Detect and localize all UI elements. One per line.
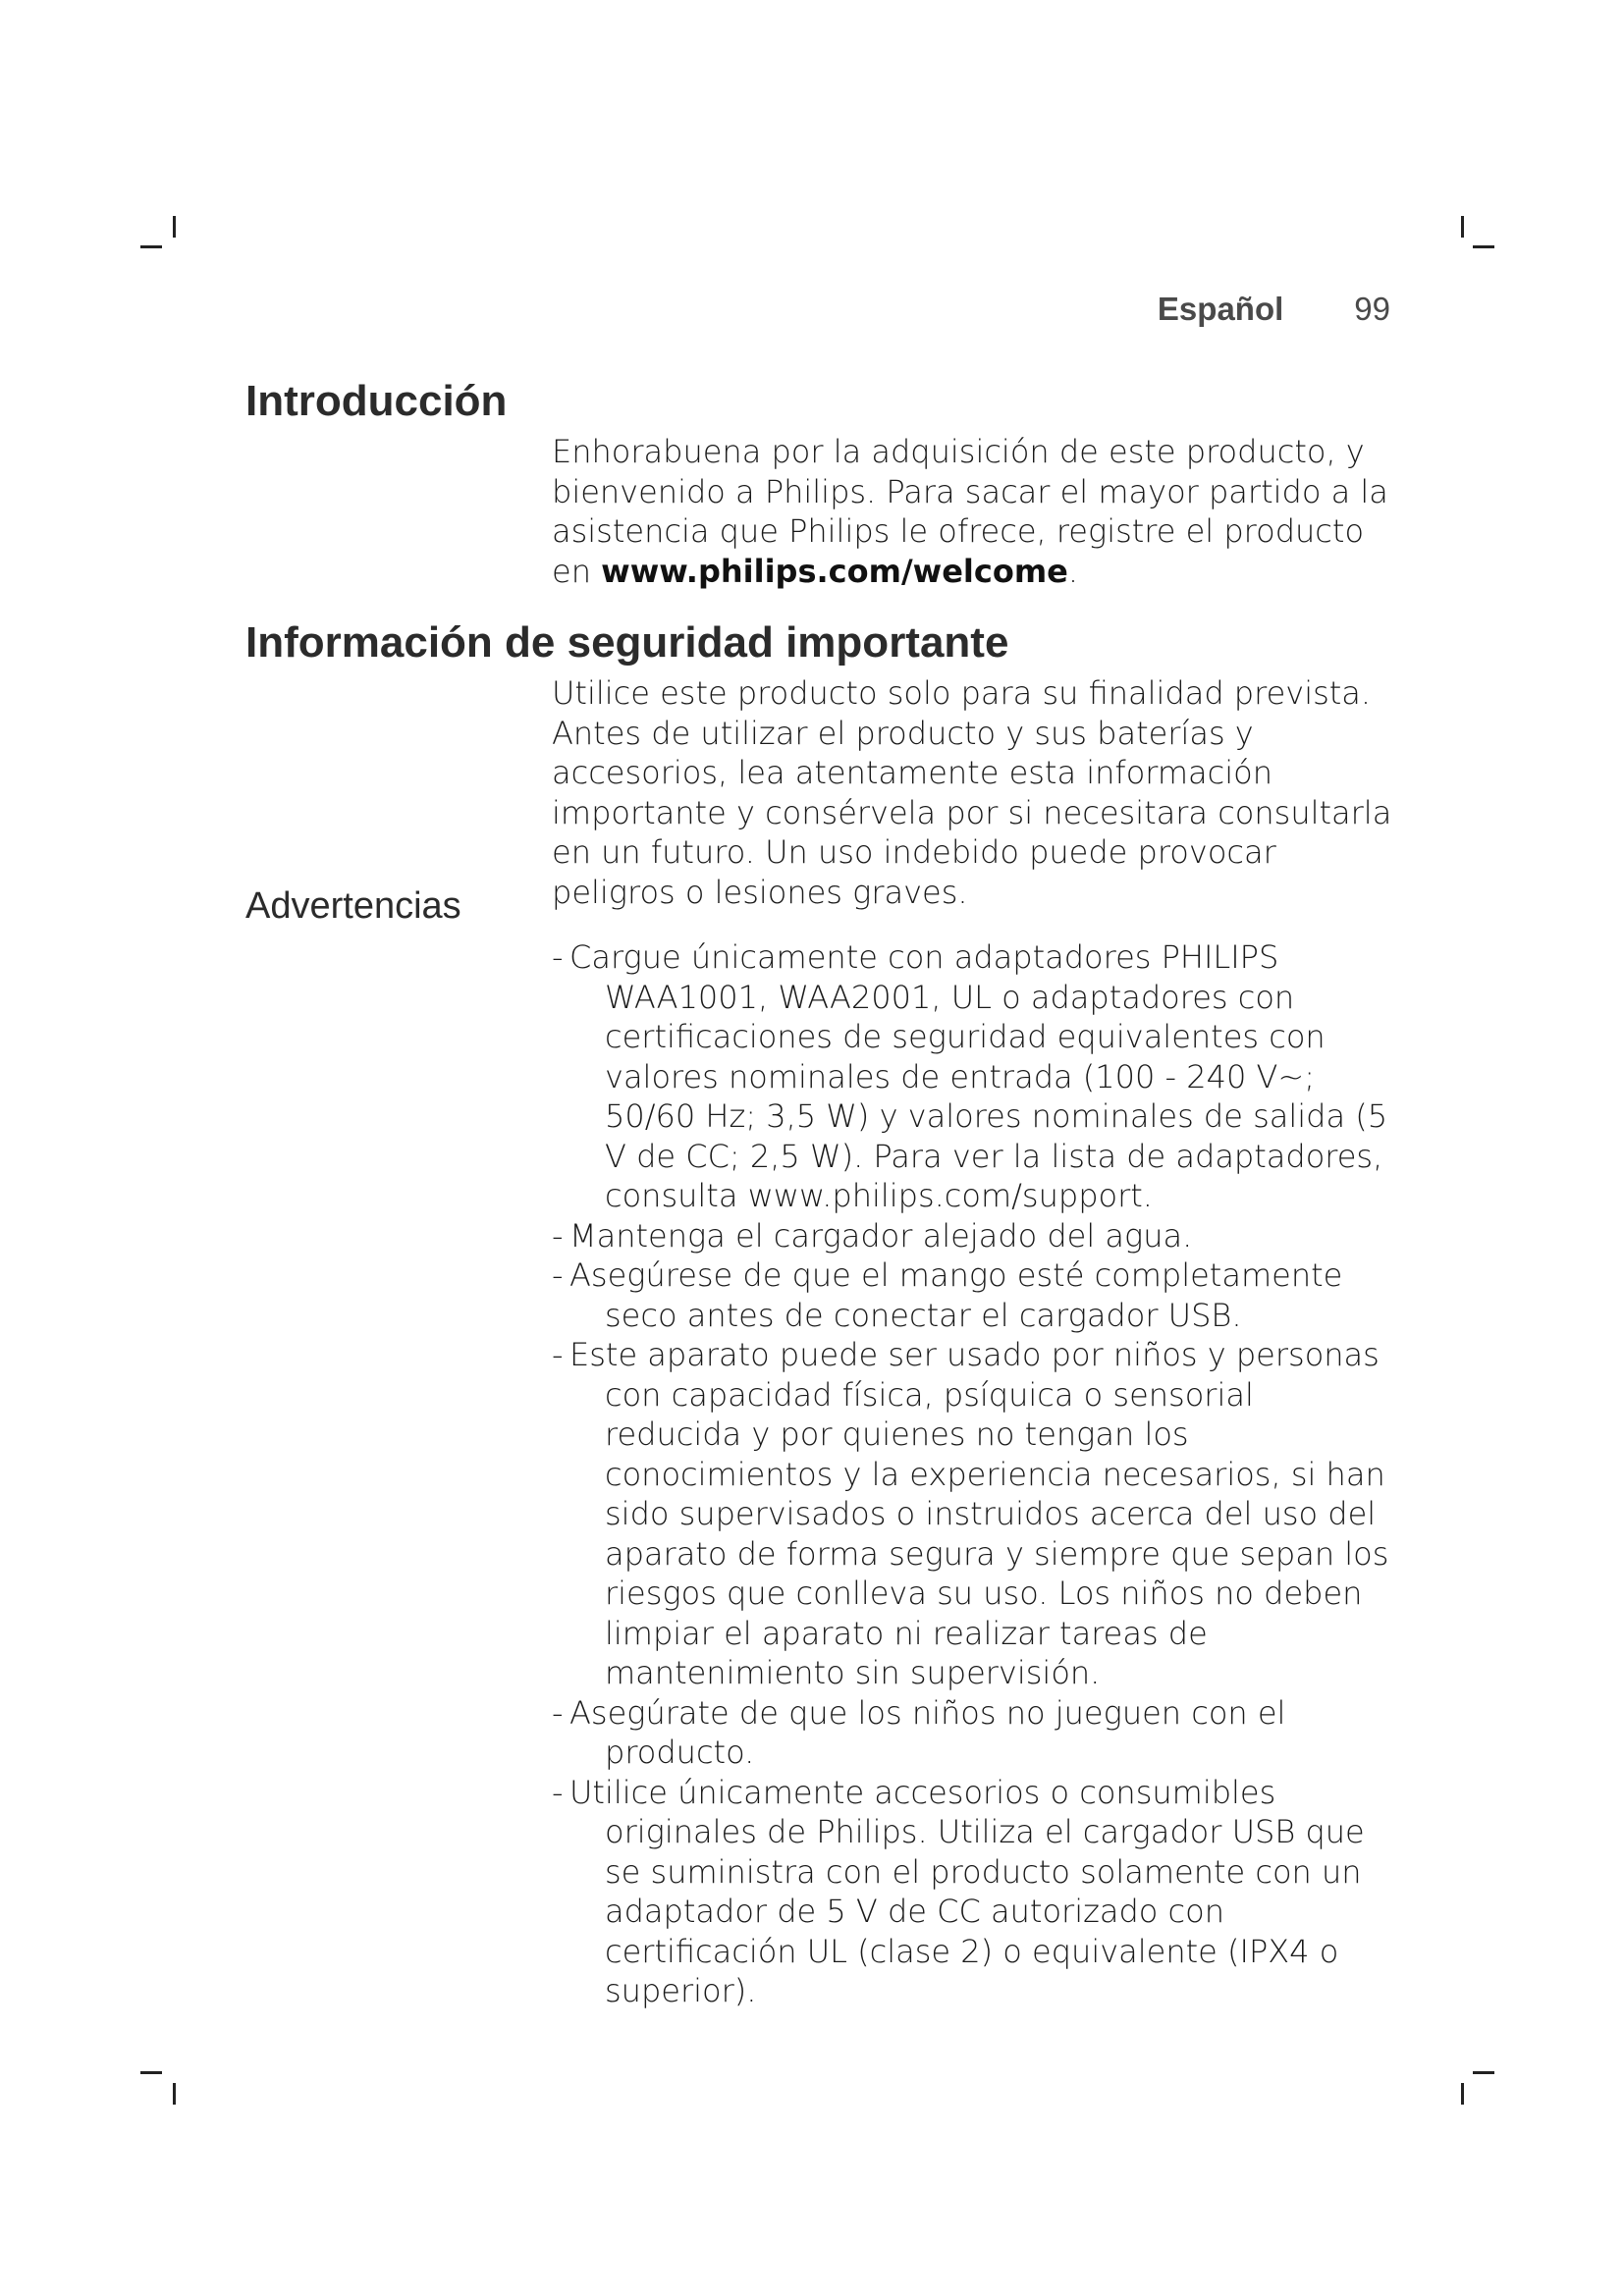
crop-mark-top-right-h [1473, 245, 1494, 248]
warning-item [552, 1216, 1396, 1256]
warning-item [552, 1335, 1396, 1693]
safety-body [552, 673, 1396, 912]
intro-paragraph [552, 432, 1396, 591]
warning-text: Cargue únicamente con adaptadores PHILIPS WAA1001, WAA2001, UL o adaptadores con certificaciones de seguridad equivalentes con valores nominales de entrada (100 - 240 V~; 50/60 Hz; 3,5 W) y valores nominales de salida (5 V de CC; 2,5 W). Para ver la lista de adaptadores, consulta www.philips.com/support. [569, 938, 1388, 1214]
warnings-list [552, 937, 1396, 2011]
bullet-dash: - [552, 1216, 564, 1255]
safety-heading: Información de seguridad importante [245, 618, 1009, 667]
intro-heading: Introducción [245, 377, 508, 425]
warnings-heading: Advertencias [245, 885, 461, 927]
welcome-url[interactable]: www.philips.com/welcome [601, 552, 1068, 590]
bullet-dash: - [552, 1256, 564, 1294]
warning-item [552, 937, 1396, 1216]
crop-mark-bottom-right-v [1461, 2083, 1464, 2105]
intro-text: Enhorabuena por la adquisición de este producto, y bienvenido a Philips. Para sacar el mayor partido a la asistencia que Philips le ofrece, registre el producto en [552, 433, 1388, 590]
crop-mark-top-left-h [140, 245, 162, 248]
bullet-dash: - [552, 1773, 564, 1811]
crop-mark-bottom-left-v [173, 2083, 176, 2105]
warning-text: Este aparato puede ser usado por niños y personas con capacidad física, psíquica o sensorial reducida y por quienes no tengan los conocimientos y la experiencia necesarios, si han sido supervisados o instruidos acerca del uso del aparato de forma segura y siempre que sepan los riesgos que conlleva su uso. Los niños no deben limpiar el aparato ni realizar tareas de mantenimiento sin supervisión. [569, 1336, 1389, 1691]
running-header [1158, 291, 1390, 328]
warning-text: Asegúrate de que los niños no jueguen con el producto. [569, 1693, 1286, 1771]
warnings-body [552, 937, 1396, 2011]
warning-item [552, 1693, 1396, 1773]
crop-mark-top-left-v [173, 216, 176, 238]
bullet-dash: - [552, 1693, 564, 1732]
safety-paragraph: Utilice este producto solo para su finalidad prevista. Antes de utilizar el producto y sus baterías y accesorios, lea atentamente esta información importante y consérvela por si necesitara consultarla en un futuro. Un uso indebido puede provocar peligros o lesiones graves. [552, 674, 1392, 911]
crop-mark-bottom-right-h [1473, 2071, 1494, 2074]
page-number: 99 [1354, 291, 1390, 327]
crop-mark-bottom-left-h [140, 2071, 162, 2074]
bullet-dash: - [552, 1336, 564, 1373]
warning-item [552, 1773, 1396, 2011]
intro-trailing: . [1067, 552, 1079, 590]
bullet-dash: - [552, 938, 564, 976]
header-language: Español [1157, 291, 1284, 327]
warning-item [552, 1255, 1396, 1335]
warning-text: Utilice únicamente accesorios o consumibles originales de Philips. Utiliza el cargador USB que se suministra con el producto solamente con un adaptador de 5 V de CC autorizado con certificación UL (clase 2) o equivalente (IPX4 o superior). [569, 1773, 1365, 2009]
intro-body [552, 432, 1396, 591]
warning-text: Mantenga el cargador alejado del agua. [569, 1216, 1193, 1255]
crop-mark-top-right-v [1461, 216, 1464, 238]
warning-text: Asegúrese de que el mango esté completamente seco antes de conectar el cargador USB. [569, 1256, 1343, 1334]
